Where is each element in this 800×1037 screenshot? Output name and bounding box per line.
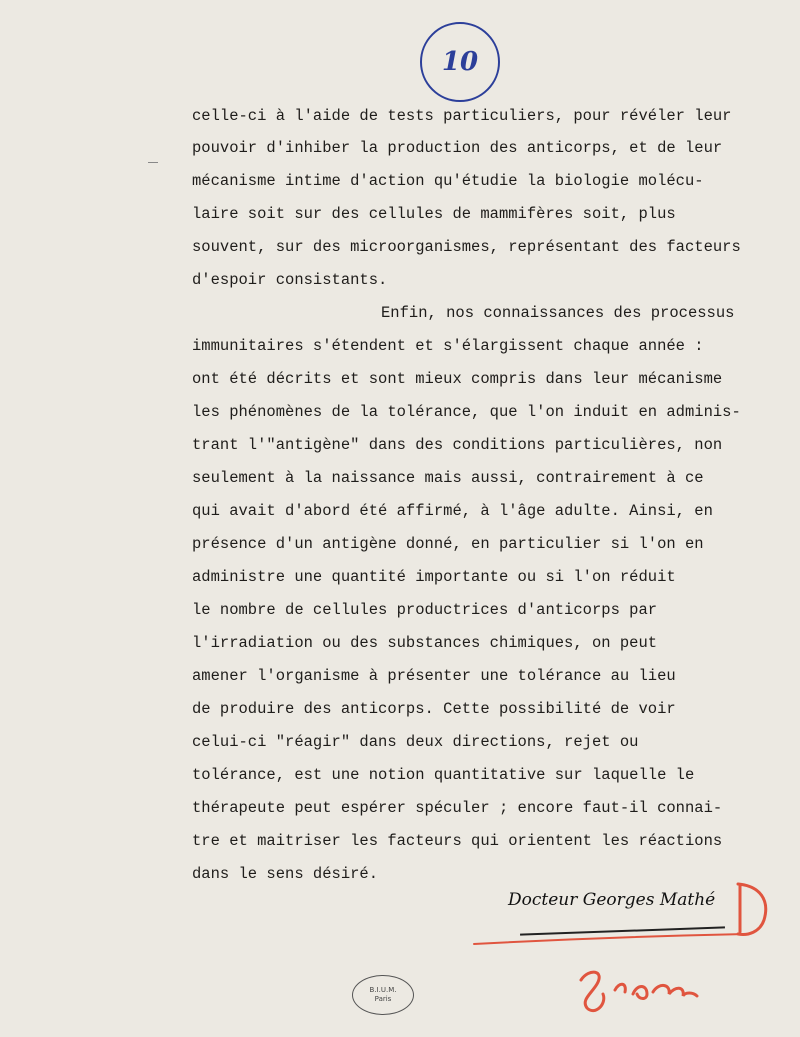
text-line: laire soit sur des cellules de mammifères soit, plus xyxy=(192,205,676,223)
red-underline-mark xyxy=(470,930,750,950)
text-line: thérapeute peut espérer spéculer ; encore faut-il connai- xyxy=(192,799,723,817)
text-line: pouvoir d'inhiber la production des anticorps, et de leur xyxy=(192,139,723,157)
text-line: Enfin, nos connaissances des processus xyxy=(381,304,735,322)
text-line: immunitaires s'étendent et s'élargissent chaque année : xyxy=(192,337,704,355)
text-line: tolérance, est une notion quantitative sur laquelle le xyxy=(192,766,695,784)
stamp-line: Paris xyxy=(374,995,392,1003)
text-line: celle-ci à l'aide de tests particuliers, pour révéler leur xyxy=(192,107,732,125)
text-line: administre une quantité importante ou si l'on réduit xyxy=(192,568,676,586)
page-number: 10 xyxy=(441,47,479,77)
text-line: souvent, sur des microorganismes, représentant des facteurs xyxy=(192,238,741,256)
text-line: celui-ci "réagir" dans deux directions, rejet ou xyxy=(192,733,639,751)
page-number-circle xyxy=(420,22,500,102)
text-line: l'irradiation ou des substances chimiques, on peut xyxy=(192,634,658,652)
text-line: de produire des anticorps. Cette possibilité de voir xyxy=(192,700,676,718)
text-line: mécanisme intime d'action qu'étudie la biologie molécu- xyxy=(192,172,704,190)
text-line: seulement à la naissance mais aussi, contrairement à ce xyxy=(192,469,704,487)
text-line: ont été décrits et sont mieux compris dans leur mécanisme xyxy=(192,370,723,388)
text-line: amener l'organisme à présenter une tolérance au lieu xyxy=(192,667,676,685)
text-line: trant l'"antigène" dans des conditions particulières, non xyxy=(192,436,723,454)
text-line: les phénomènes de la tolérance, que l'on induit en adminis- xyxy=(192,403,741,421)
text-line: dans le sens désiré. xyxy=(192,865,379,883)
text-line: qui avait d'abord été affirmé, à l'âge adulte. Ainsi, en xyxy=(192,502,713,520)
text-line: d'espoir consistants. xyxy=(192,271,388,289)
text-line: tre et maitriser les facteurs qui orientent les réactions xyxy=(192,832,723,850)
handwritten-signature: Docteur Georges Mathé xyxy=(508,890,716,910)
stamp-line: B.I.U.M. xyxy=(369,986,397,994)
text-line: le nombre de cellules productrices d'anticorps par xyxy=(192,601,658,619)
library-stamp xyxy=(352,975,414,1015)
text-line: présence d'un antigène donné, en particulier si l'on en xyxy=(192,535,704,553)
margin-tick xyxy=(148,162,158,163)
red-handwritten-annotation xyxy=(575,960,705,1020)
